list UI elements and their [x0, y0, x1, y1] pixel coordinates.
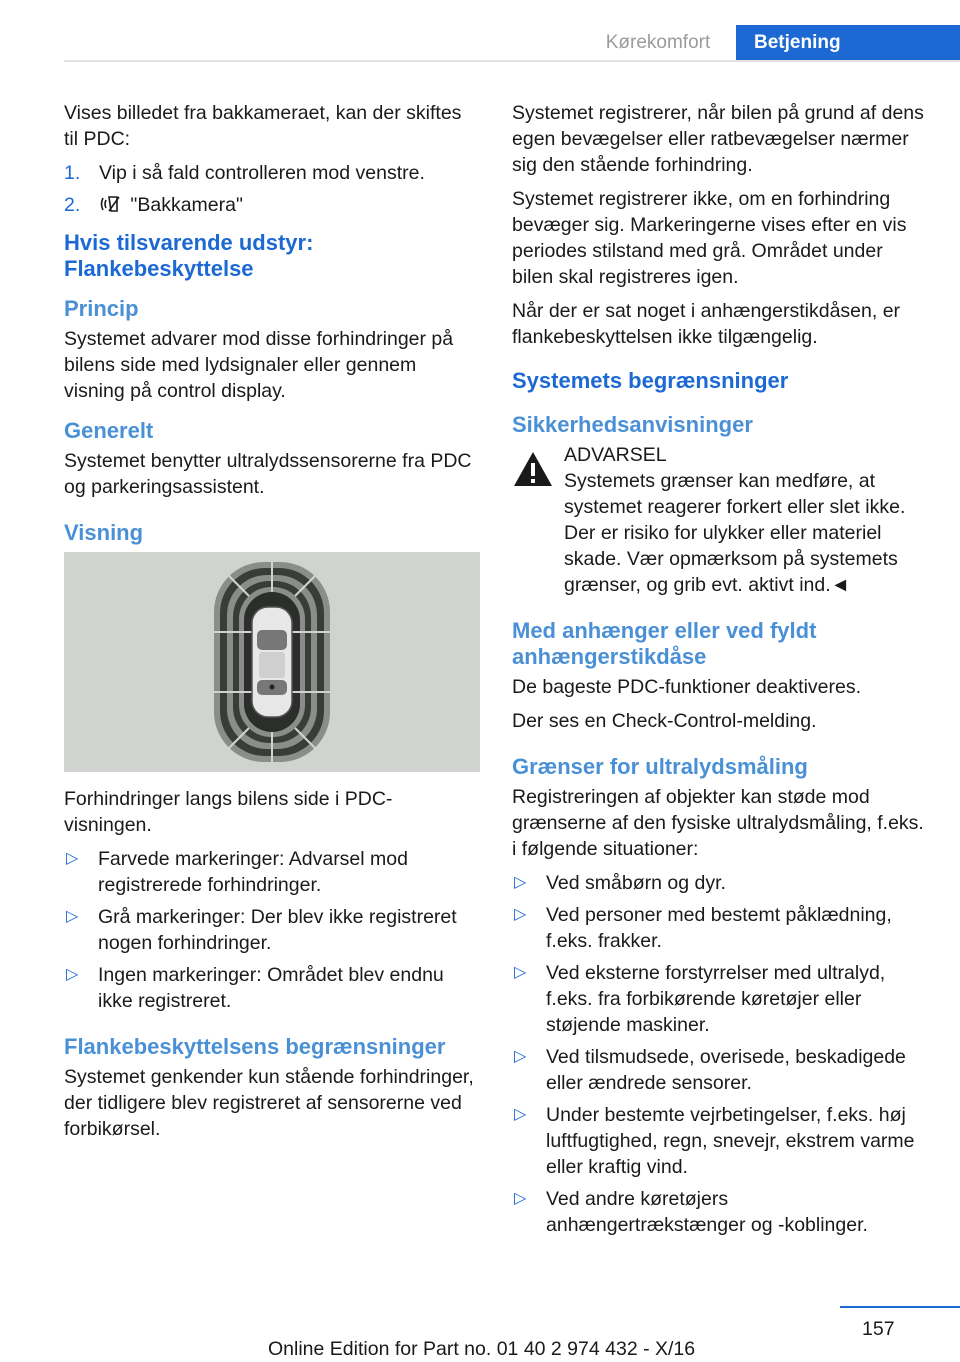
section-heading: Hvis tilsvarende udstyr: Flankebeskyttelse: [64, 230, 314, 281]
list-item-text: Ved personer med bestemt påklædning, f.eks. frakker.: [546, 904, 892, 952]
subheading-limits: Flankebeskyttelsens begrænsninger: [64, 1034, 446, 1059]
list-item-text: Ved tilsmudsede, overisede, beskadigede eller ændrede sensorer.: [546, 1046, 906, 1094]
list-item: [64, 962, 480, 1014]
steps-list: [64, 160, 480, 218]
list-item-text: Ved småbørn og dyr.: [546, 872, 726, 894]
trailer-socket-text: Når der er sat noget i anhængerstikdåsen, er flankebeskyttelsen ikke tilgængelig.: [512, 300, 901, 348]
triangle-bullet-icon: ▷: [514, 964, 527, 981]
list-item-text: Ingen markeringer: Området blev endnu ikke registreret.: [98, 964, 444, 1012]
triangle-bullet-icon: ▷: [514, 1048, 527, 1065]
footer-accent-line: [840, 1306, 960, 1308]
triangle-bullet-icon: ▷: [66, 908, 79, 925]
page-number: 157: [862, 1318, 895, 1340]
warning-label: ADVARSEL: [564, 444, 667, 466]
list-item: [64, 904, 480, 956]
subheading-generelt: Generelt: [64, 418, 154, 443]
princip-text: Systemet advarer mod disse forhindringer på bilens side med lydsignaler eller gennem visning på control display.: [64, 328, 454, 402]
warning-text-body: Systemets grænser kan medføre, at systemet reagerer forkert eller slet ikke. Der er risiko for ulykker eller materiel skade. Vær opmærksom på systemets grænser, og grib evt. aktivt ind.◄: [564, 470, 906, 596]
subheading-princip: Princip: [64, 296, 139, 321]
step-text: "Bakkamera": [130, 194, 243, 216]
intro-text: Vises billedet fra bakkameraet, kan der skiftes til PDC:: [64, 102, 462, 150]
list-item: [64, 192, 480, 218]
triangle-bullet-icon: ▷: [514, 906, 527, 923]
subheading-trailer: Med anhænger eller ved fyldt anhængerstikdåse: [512, 618, 817, 669]
list-item: [512, 902, 928, 954]
pdc-sensor-icon: [99, 194, 121, 214]
section-heading-system-limits: Systemets begrænsninger: [512, 368, 789, 393]
situations-list: [512, 870, 928, 1238]
detection-text: Systemet registrerer, når bilen på grund af dens egen bevægelser eller ratbevægelser nærmer sig den stående forhindring.: [512, 102, 924, 176]
limits-text: Systemet genkender kun stående forhindringer, der tidligere blev registreret af sensorerne ved forbikørsel.: [64, 1066, 474, 1140]
subheading-ultrasound: Grænser for ultralydsmåling: [512, 754, 808, 779]
list-item: [512, 1102, 928, 1180]
list-item-text: Under bestemte vejrbetingelser, f.eks. høj luftfugtighed, regn, snevejr, ekstrem varme eller kraftig vind.: [546, 1104, 915, 1178]
header-chapter-tab: Betjening: [736, 25, 960, 61]
list-item-text: Farvede markeringer: Advarsel mod registrerede forhindringer.: [98, 848, 408, 896]
step-text: Vip i så fald controlleren mod venstre.: [99, 162, 425, 184]
subheading-safety: Sikkerhedsanvisninger: [512, 412, 753, 437]
figure-caption: Forhindringer langs bilens side i PDC-visningen.: [64, 788, 393, 836]
step-number: 1.: [64, 162, 81, 184]
list-item-text: Ved eksterne forstyrrelser med ultralyd, f.eks. fra forbikørende køretøjer eller støjende maskiner.: [546, 962, 886, 1036]
list-item-text: Ved andre køretøjers anhængertrækstænger og -koblinger.: [546, 1188, 868, 1236]
footer-edition: Online Edition for Part no. 01 40 2 974 432 - X/16: [268, 1338, 696, 1360]
movement-text: Systemet registrerer ikke, om en forhindring bevæger sig. Markeringerne vises efter en vis periodes stilstand med grå. Området under bilen skal registreres igen.: [512, 188, 907, 288]
warning-text: [564, 468, 928, 598]
triangle-bullet-icon: ▷: [514, 1190, 527, 1207]
markings-list: [64, 846, 480, 1014]
warning-block: [512, 442, 928, 598]
triangle-bullet-icon: ▷: [514, 1106, 527, 1123]
list-item: [512, 960, 928, 1038]
header-divider: [64, 60, 960, 62]
right-column: [512, 100, 928, 1246]
list-item: [512, 1044, 928, 1096]
triangle-bullet-icon: ▷: [66, 966, 79, 983]
list-item: [64, 846, 480, 898]
trailer-text-1: De bageste PDC-funktioner deaktiveres.: [512, 676, 862, 698]
warning-triangle-icon: [512, 450, 554, 488]
list-item: [64, 160, 480, 186]
triangle-bullet-icon: ▷: [66, 850, 79, 867]
trailer-text-2: Der ses en Check-Control-melding.: [512, 710, 817, 732]
triangle-bullet-icon: ▷: [514, 874, 527, 891]
list-item: [512, 870, 928, 896]
car-top-view-illustration: [64, 552, 480, 772]
list-item-text: Grå markeringer: Der blev ikke registreret nogen forhindringer.: [98, 906, 457, 954]
header-section-tab: Kørekomfort: [580, 25, 736, 61]
ultrasound-text: Registreringen af objekter kan støde mod grænserne af den fysiske ultralydsmåling, f.eks. i følgende situationer:: [512, 786, 924, 860]
generelt-text: Systemet benytter ultralydssensorerne fra PDC og parkeringsassistent.: [64, 450, 472, 498]
left-column: [64, 100, 480, 1150]
list-item: [512, 1186, 928, 1238]
pdc-display-figure: [64, 552, 480, 772]
step-number: 2.: [64, 194, 81, 216]
subheading-visning: Visning: [64, 520, 144, 545]
